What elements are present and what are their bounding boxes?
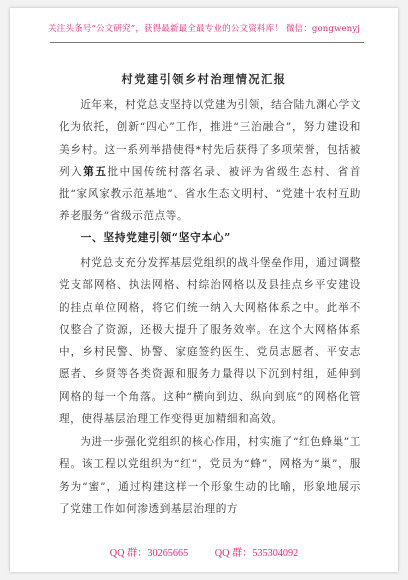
section-1-paragraph-2: 为进一步强化党组织的核心作用，村实施了“红色蜂巢”工程。该工程以党组织为“红”，党员为“蜂”，网格为“巢”，服务为“蜜”，通过构建这样一个形象生动的比喻，形象地展示了党建工作如何渗透到基层治理的方: [59, 436, 361, 515]
document-title: 村党建引领乡村治理情况汇报: [121, 72, 287, 86]
footer-qq-group-2: QQ 群：535304092: [214, 548, 299, 559]
intro-text-before-bold: 近年来，村党总支坚持以党建为引领，结合陆九渊心学文化为依托，创新“四心”工作，推进“三治融合”，努力建设和美乡村。这一系列举措使得*村先后获得了多项荣誉，包括被列入: [59, 99, 361, 178]
footer-qq-group: QQ 群：30265665: [109, 548, 189, 559]
section-1-paragraph-1: 村党总支充分发挥基层党组织的战斗堡垒作用，通过调整党支部网格、执法网格、村综治网格以及县挂点乡平安建设的挂点单位网格，将它们统一纳入大网格体系之中。此举不仅整合了资源，还极大提升了服务效率。在这个大网格体系中，乡村民警、协警、家庭签约医生、党员志愿者、平安志愿者、乡贤等各类资源和服务力量得以下沉到村组，延伸到网格的每一个角落。这种“横向到边、纵向到底”的网格化管理，使得基层治理工作变得更加精细和高效。: [59, 257, 361, 426]
intro-bold-text: 第五: [83, 165, 108, 178]
header-divider: [50, 42, 364, 43]
document-page: [10, 8, 398, 572]
header-banner: 关注头条号“公文研究”，获得最新最全最专业的公文资料库！ 微信：gongwenyj: [47, 24, 361, 34]
footer-contact: [10, 544, 398, 559]
section-heading-1: 一、坚持党建引领“坚守本心”: [80, 231, 231, 244]
intro-text-after-bold: 批中国传统村落名录、被评为省级生态村、省首批“家风家教示范基地”、省水生态文明村、“党建十农村互助养老服务”省级示范点等。: [59, 165, 361, 223]
intro-paragraph: [59, 94, 361, 228]
